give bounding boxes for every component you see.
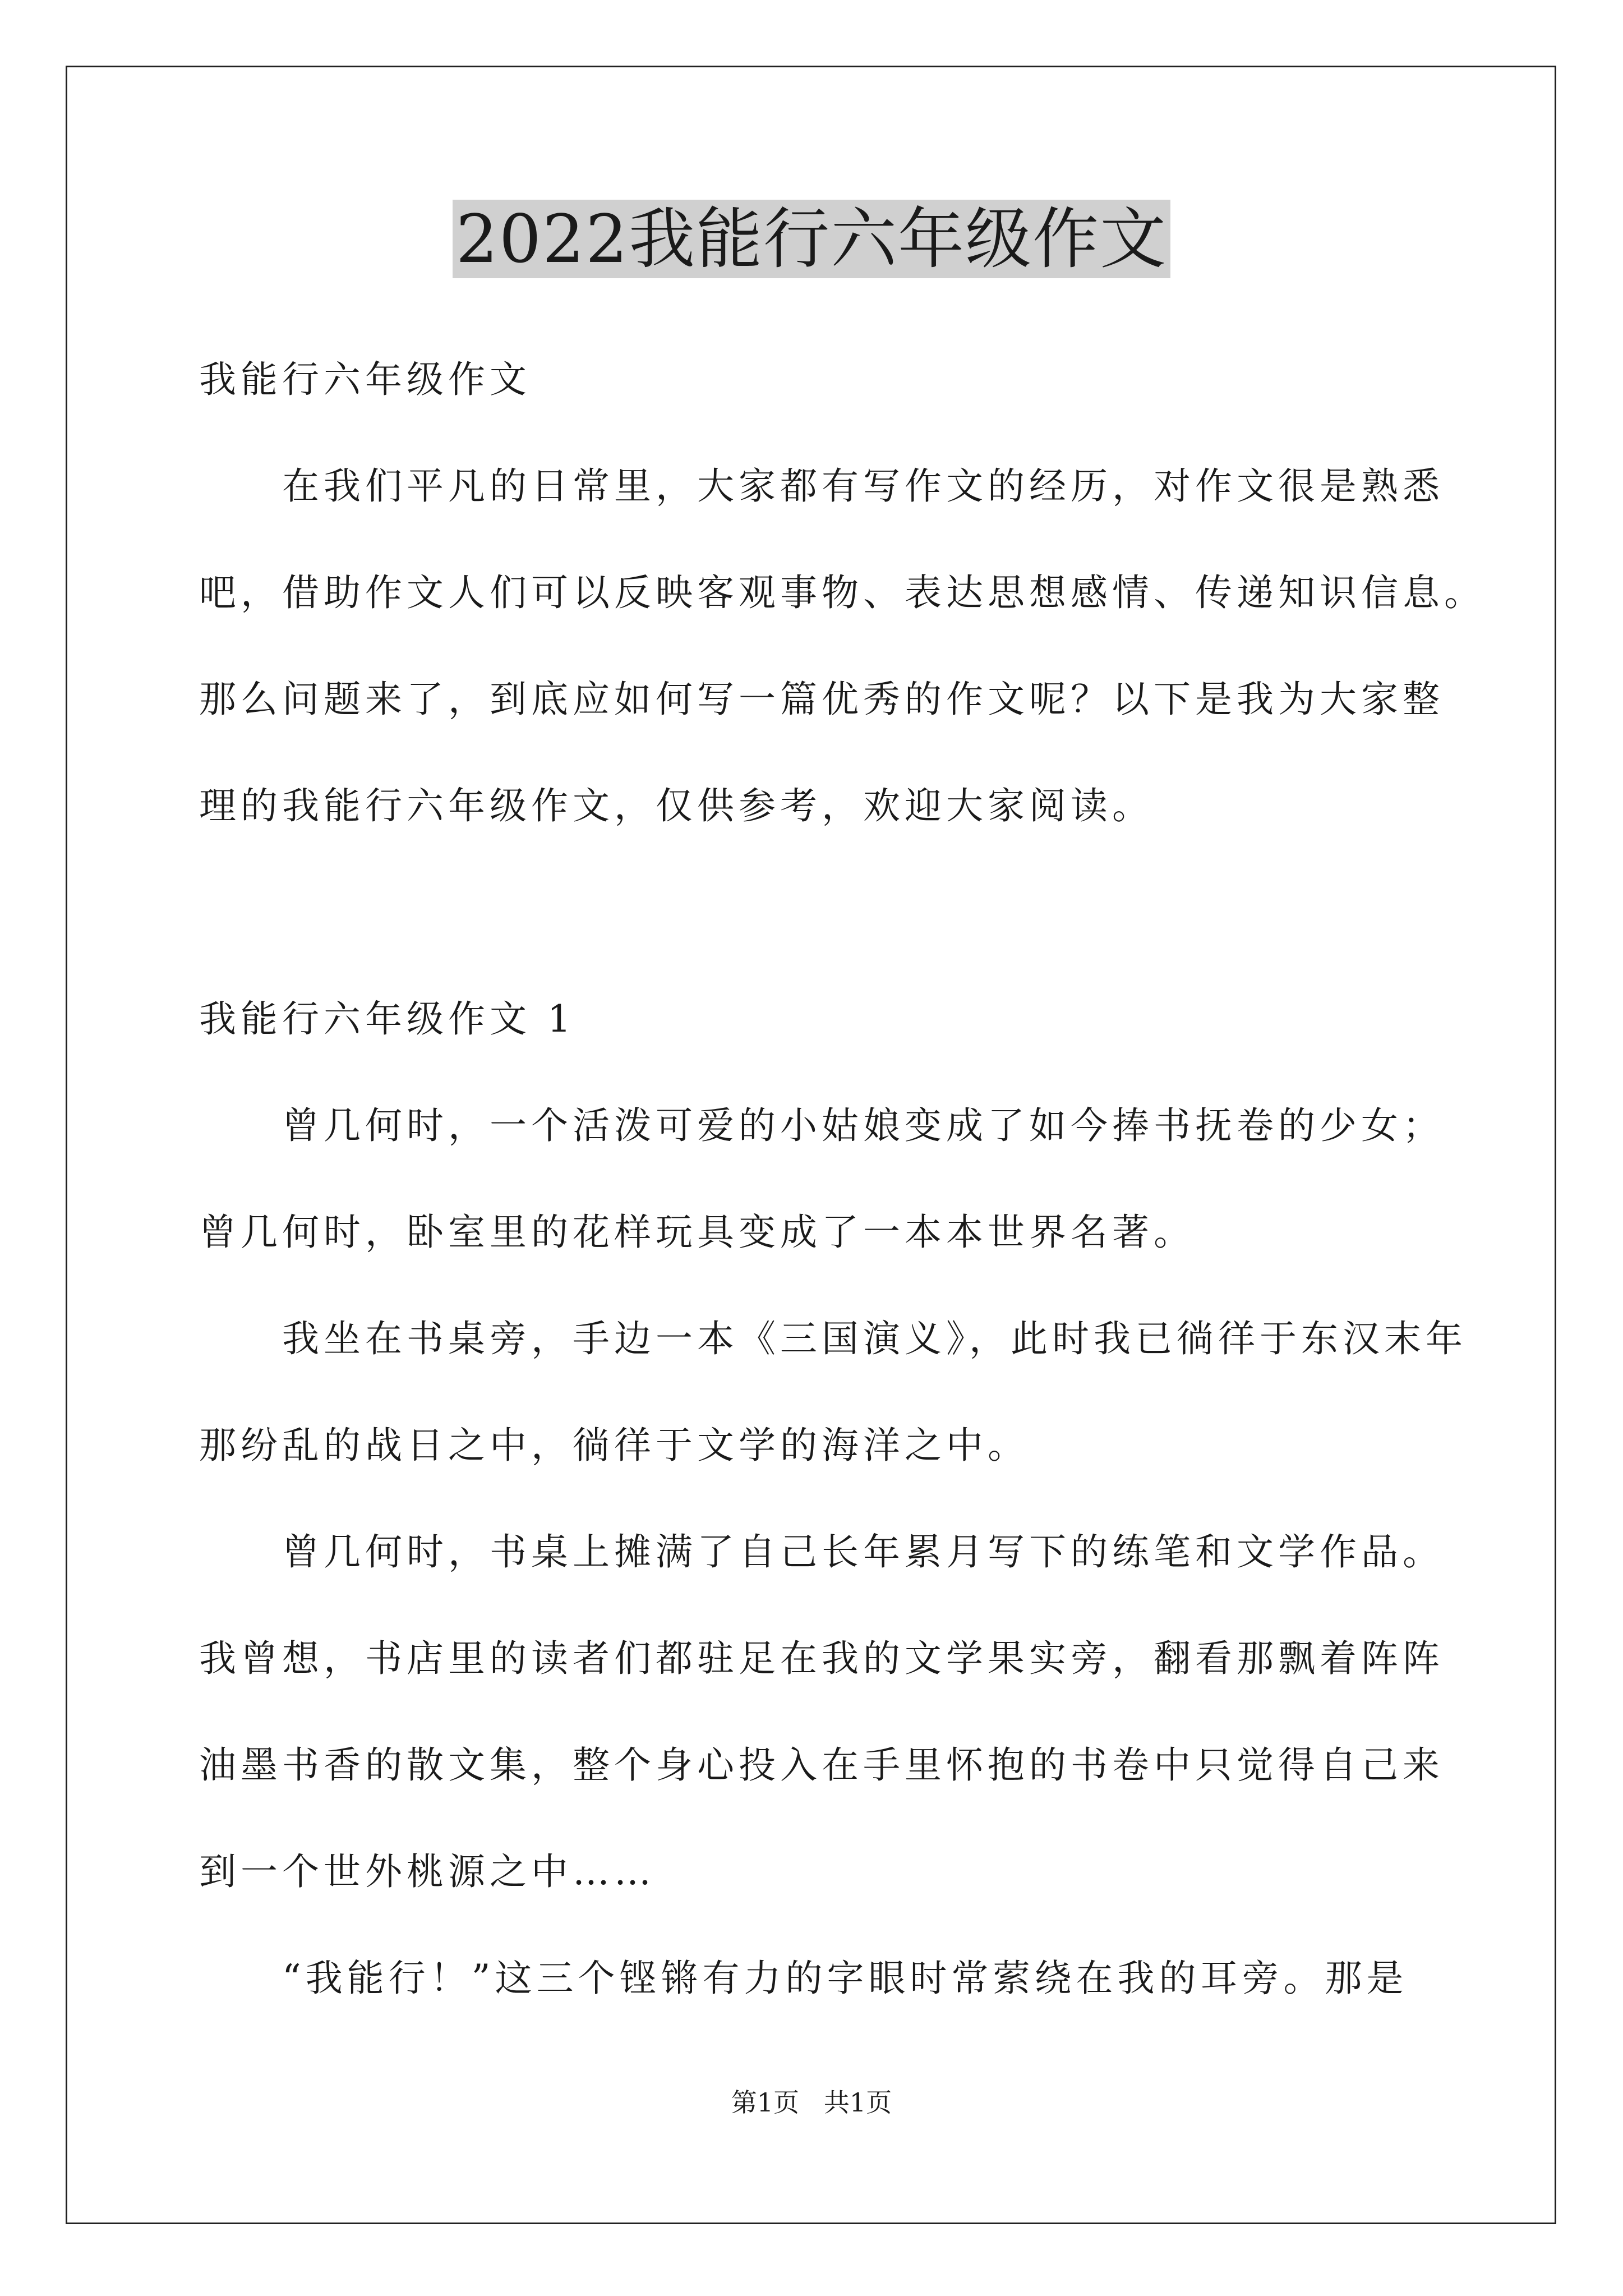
paragraph-line: 在我们平凡的日常里，大家都有写作文的经历，对作文很是熟悉 [199,464,1444,508]
title-container [0,200,1623,278]
document-title: 2022我能行六年级作文 [453,200,1170,278]
paragraph-line: 曾几何时，卧室里的花样玩具变成了一本本世界名著。 [199,1211,1195,1254]
paragraph-line: 我曾想，书店里的读者们都驻足在我的文学果实旁，翻看那飘着阵阵 [199,1637,1444,1680]
paragraph-line: 油墨书香的散文集，整个身心投入在手里怀抱的书卷中只觉得自己来 [199,1743,1444,1787]
paragraph-line: “我能行！”这三个铿锵有力的字眼时常萦绕在我的耳旁。那是 [199,1957,1408,2000]
paragraph-line: 那么问题来了，到底应如何写一篇优秀的作文呢？以下是我为大家整 [199,678,1444,721]
section-heading: 我能行六年级作文 1 [199,997,575,1041]
paragraph-line: 到一个世外桃源之中…… [199,1850,656,1893]
paragraph-line: 曾几何时，书桌上摊满了自己长年累月写下的练笔和文学作品。 [199,1530,1444,1573]
paragraph-line: 吧，借助作文人们可以反映客观事物、表达思想感情、传递知识信息。 [199,571,1486,614]
paragraph-line: 曾几何时，一个活泼可爱的小姑娘变成了如今捧书抚卷的少女； [199,1104,1444,1147]
section-heading: 我能行六年级作文 [199,358,531,401]
page-footer: 第1页 共1页 [731,2087,892,2118]
paragraph-line: 那纷乱的战日之中，徜徉于文学的海洋之中。 [199,1424,1029,1467]
paragraph-line: 我坐在书桌旁，手边一本《三国演义》，此时我已徜徉于东汉末年 [199,1317,1467,1360]
paragraph-line: 理的我能行六年级作文，仅供参考，欢迎大家阅读。 [199,784,1154,827]
